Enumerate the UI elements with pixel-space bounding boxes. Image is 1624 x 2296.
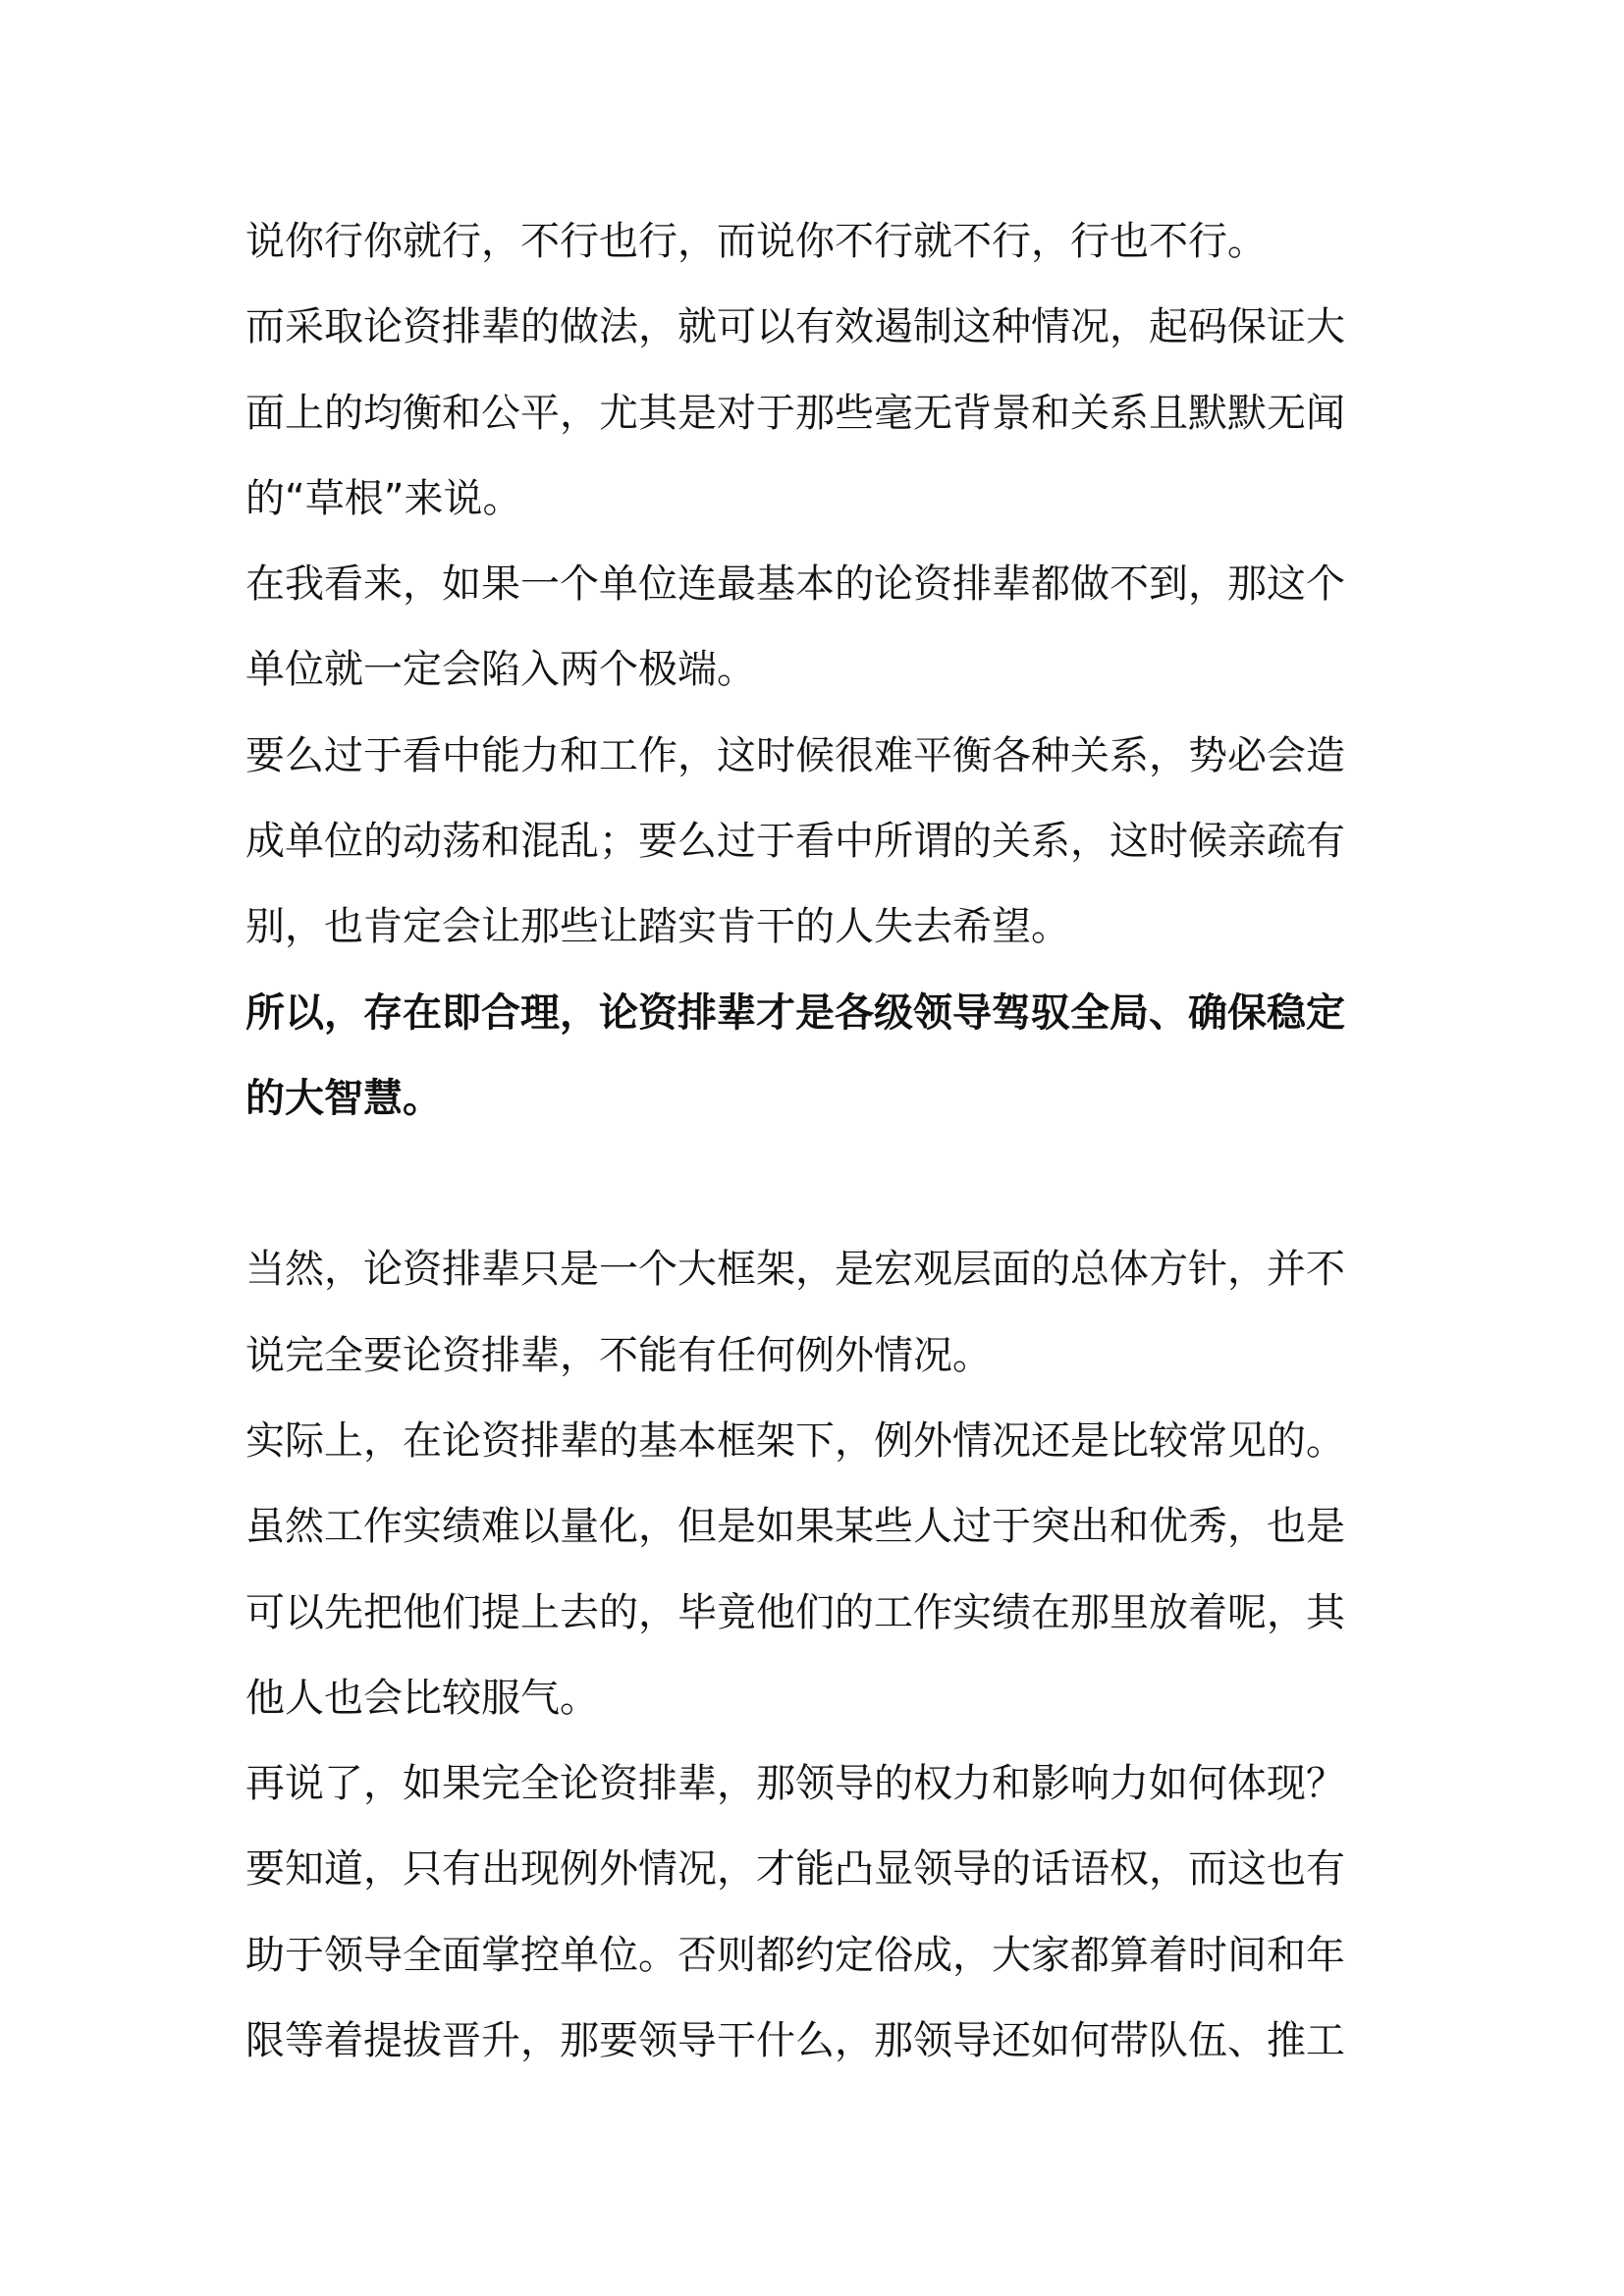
text-line: 单位就一定会陷入两个极端。 (245, 647, 756, 692)
emphasis-line: 的大智慧。 (245, 1076, 442, 1121)
text-line: 可以先把他们提上去的，毕竟他们的工作实绩在那里放着呢，其 (245, 1590, 1345, 1635)
text-line: 他人也会比较服气。 (245, 1676, 599, 1721)
text-line: 助于领导全面掌控单位。否则都约定俗成，大家都算着时间和年 (245, 1933, 1345, 1978)
emphasis-line: 所以，存在即合理，论资排辈才是各级领导驾驭全局、确保稳定 (245, 990, 1345, 1036)
text-line: 限等着提拔晋升，那要领导干什么，那领导还如何带队伍、推工 (245, 2018, 1345, 2063)
text-line: 而采取论资排辈的做法，就可以有效遏制这种情况，起码保证大 (245, 304, 1345, 349)
text-line: 别，也肯定会让那些让踏实肯干的人失去希望。 (245, 904, 1070, 949)
text-line: 说你行你就行，不行也行，而说你不行就不行，行也不行。 (245, 219, 1267, 264)
text-line: 要知道，只有出现例外情况，才能凸显领导的话语权，而这也有 (245, 1846, 1345, 1892)
text-line: 再说了，如果完全论资排辈，那领导的权力和影响力如何体现？ (245, 1761, 1345, 1806)
text-line: 在我看来，如果一个单位连最基本的论资排辈都做不到，那这个 (245, 561, 1345, 607)
text-line: 当然，论资排辈只是一个大框架，是宏观层面的总体方针，并不 (245, 1247, 1345, 1292)
text-line: 虽然工作实绩难以量化，但是如果某些人过于突出和优秀，也是 (245, 1504, 1345, 1549)
text-line: 面上的均衡和公平，尤其是对于那些毫无背景和关系且默默无闻 (245, 391, 1345, 436)
text-line: 的“草根”来说。 (245, 476, 522, 521)
text-line: 说完全要论资排辈，不能有任何例外情况。 (245, 1333, 992, 1378)
text-line: 成单位的动荡和混乱；要么过于看中所谓的关系，这时候亲疏有 (245, 819, 1345, 864)
text-line: 要么过于看中能力和工作，这时候很难平衡各种关系，势必会造 (245, 733, 1345, 778)
text-line: 实际上，在论资排辈的基本框架下，例外情况还是比较常见的。 (245, 1418, 1345, 1464)
